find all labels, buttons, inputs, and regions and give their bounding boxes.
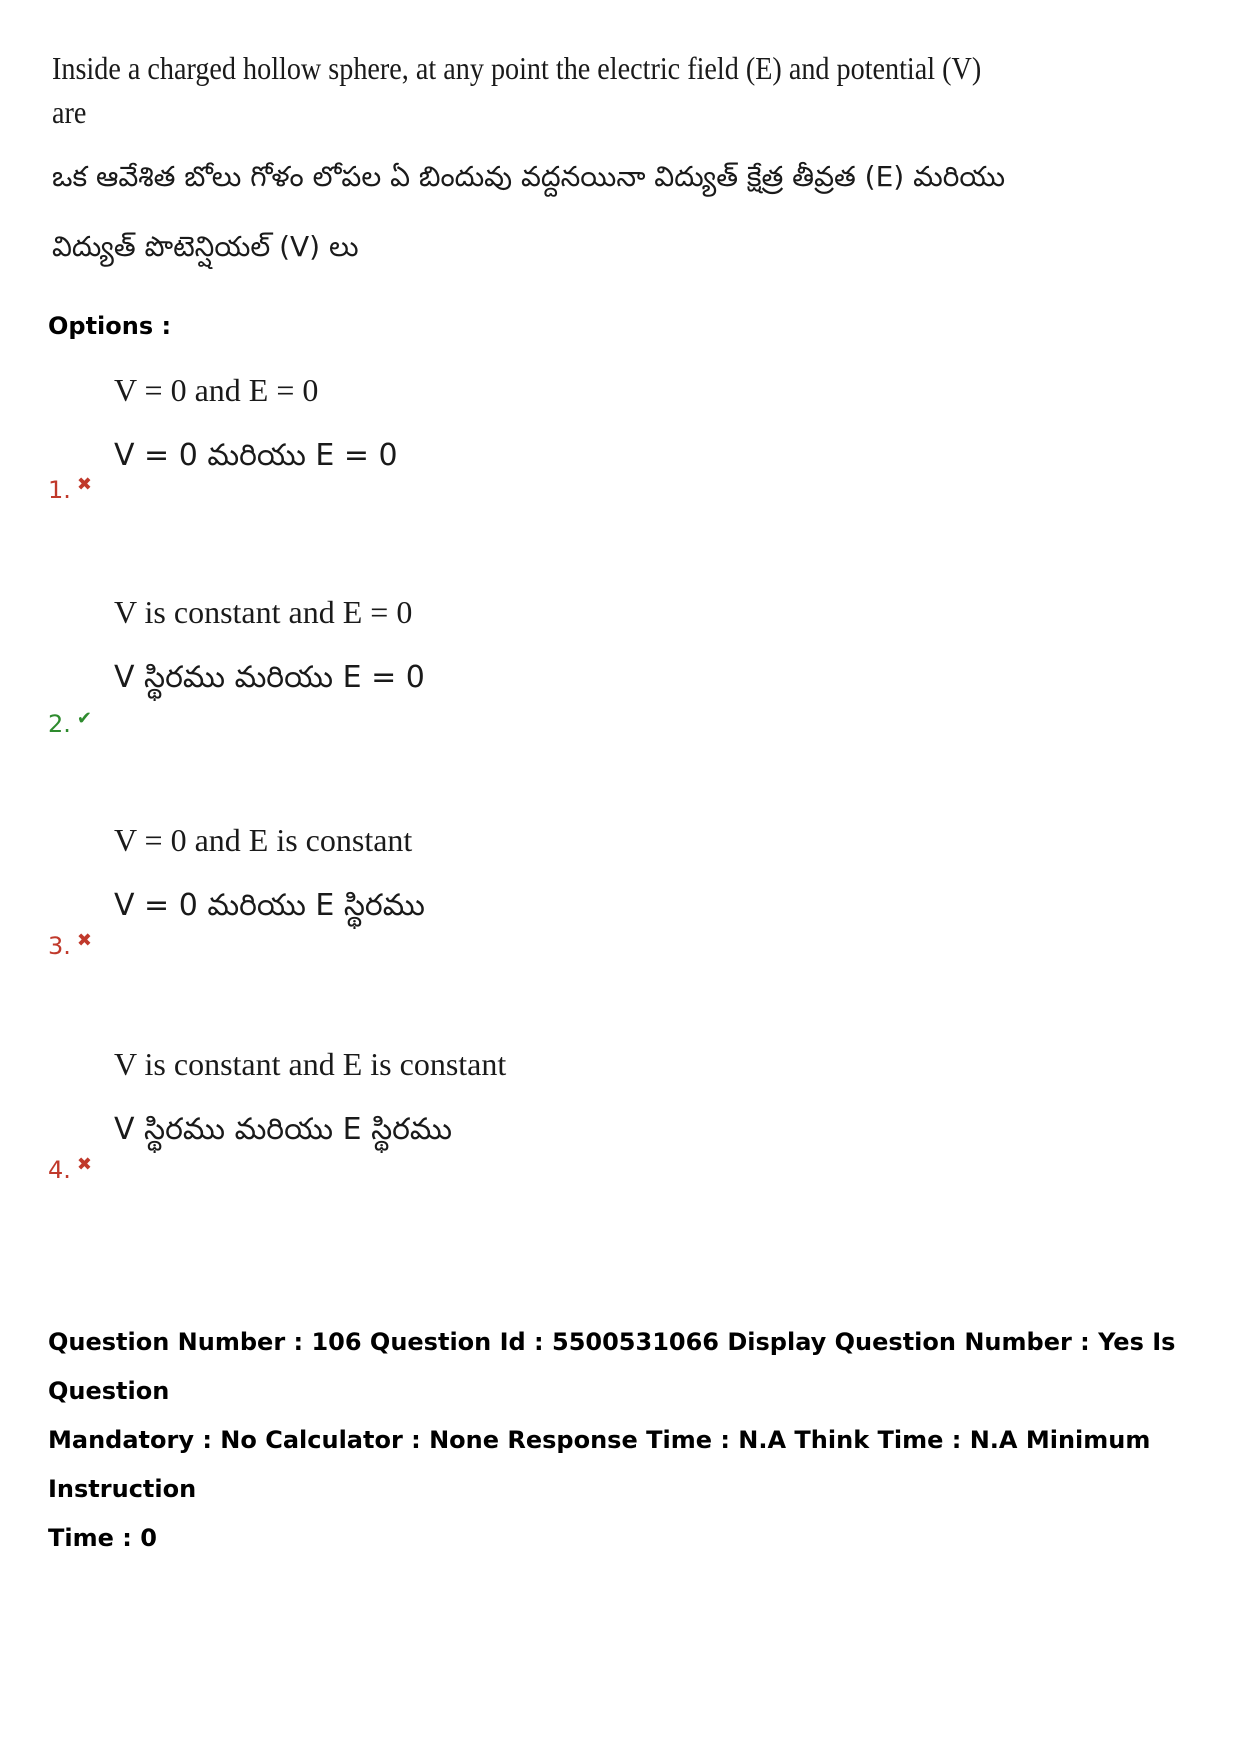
- option-2-number: 2.: [48, 710, 71, 738]
- question-telugu-line1: ఒక ఆవేశిత బోలు గోళం లోపల ఏ బిందువు వద్దనయినా విద్యుత్ క్షేత్ర తీవ్రత (E) మరియు: [52, 160, 1006, 193]
- cross-icon: ✖: [76, 1153, 92, 1175]
- option-3-telugu: V = 0 మరియు E స్థిరము: [114, 888, 425, 923]
- option-4-english: V is constant and E is constant: [114, 1046, 507, 1082]
- metadata-line2: Mandatory : No Calculator : None Response Time : N.A Think Time : N.A Minimum Instruction: [48, 1426, 1151, 1503]
- metadata-line1: Question Number : 106 Question Id : 5500531066 Display Question Number : Yes Is Question: [48, 1328, 1176, 1405]
- question-english-line2: are: [52, 94, 87, 130]
- options-heading: Options :: [48, 312, 172, 340]
- option-4-telugu: V స్థిరము మరియు E స్థిరము: [114, 1112, 453, 1147]
- option-3-english: V = 0 and E is constant: [114, 822, 413, 858]
- cross-icon: ✖: [76, 929, 92, 951]
- metadata-line3: Time : 0: [48, 1524, 157, 1552]
- option-1-marker: [48, 473, 92, 504]
- option-2-marker: [48, 707, 92, 738]
- question-telugu-line2: విద్యుత్ పొటెన్షియల్ (V) లు: [52, 230, 359, 263]
- option-2-telugu: V స్థిరము మరియు E = 0: [114, 660, 425, 695]
- option-3-number: 3.: [48, 932, 71, 960]
- question-english-line1: Inside a charged hollow sphere, at any point the electric field (E) and potential (V): [52, 50, 982, 86]
- option-1-english: V = 0 and E = 0: [114, 372, 319, 408]
- option-4-number: 4.: [48, 1156, 71, 1184]
- option-1-number: 1.: [48, 476, 71, 504]
- option-3-marker: [48, 929, 92, 960]
- option-4-marker: [48, 1153, 92, 1184]
- option-1-telugu: V = 0 మరియు E = 0: [114, 438, 398, 473]
- cross-icon: ✖: [76, 473, 92, 495]
- check-icon: ✔: [76, 707, 92, 729]
- option-2-english: V is constant and E = 0: [114, 594, 413, 630]
- question-metadata: [48, 1318, 1208, 1563]
